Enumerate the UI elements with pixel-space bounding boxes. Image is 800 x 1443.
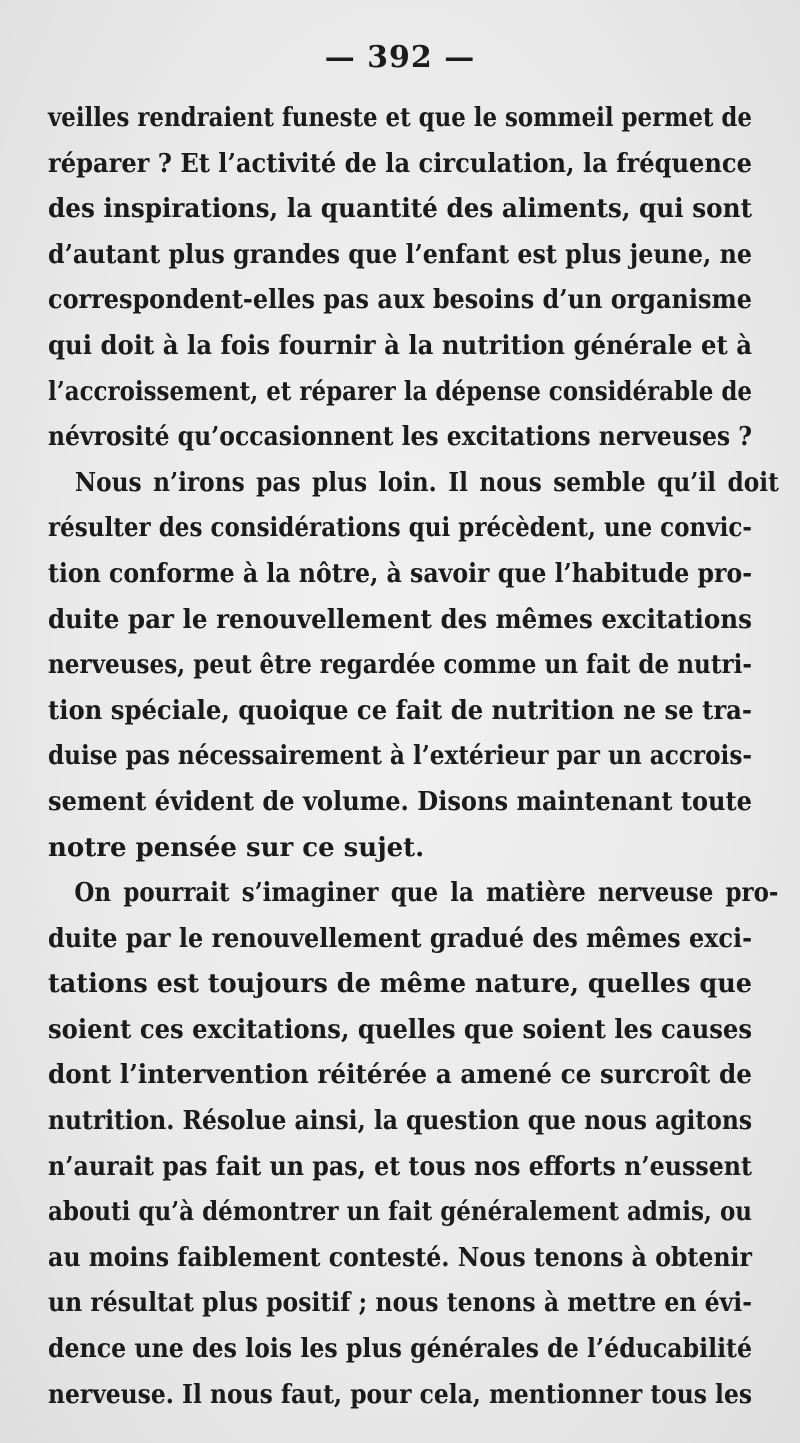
text-line: dont l’intervention réitérée a amené ce surcroît de [48,1060,752,1091]
text-line: n’aurait pas fait un pas, et tous nos efforts n’eussent [48,1151,752,1182]
text-line: duite par le renouvellement gradué des mêmes exci- [48,923,752,954]
text-line: nerveuses, peut être regardée comme un fait de nutri- [48,650,752,681]
text-line: névrosité qu’occasionnent les excitations nerveuses ? [48,422,752,453]
text-line: duite par le renouvellement des mêmes excitations [48,604,752,635]
text-line: Nous n’irons pas plus loin. Il nous semble qu’il doit [74,467,779,498]
text-line: qui doit à la fois fournir à la nutrition générale et à [48,330,752,361]
text-line: l’accroissement, et réparer la dépense considérable de [48,376,752,407]
text-line: nerveuse. Il nous faut, pour cela, mentionner tous les [48,1379,752,1410]
text-line: d’autant plus grandes que l’enfant est plus jeune, ne [48,239,752,270]
text-line: tion spéciale, quoique ce fait de nutrition ne se tra- [48,695,752,726]
text-line: duise pas nécessairement à l’extérieur par un accrois- [48,741,752,772]
text-line: tion conforme à la nôtre, à savoir que l’habitude pro- [48,558,752,589]
text-line: un résultat plus positif ; nous tenons à mettre en évi- [48,1288,752,1319]
page-number: — 392 — [324,40,476,75]
text-line: au moins faiblement contesté. Nous tenons à obtenir [48,1242,752,1273]
text-line: notre pensée sur ce sujet. [48,832,425,863]
text-line: nutrition. Résolue ainsi, la question que nous agitons [48,1106,752,1137]
text-line: sement évident de volume. Disons maintenant toute [48,786,752,817]
text-line: réparer ? Et l’activité de la circulation, la fréquence [48,148,752,179]
text-line: soient ces excitations, quelles que soient les causes [48,1014,752,1045]
text-line: On pourrait s’imaginer que la matière nerveuse pro- [74,878,779,909]
text-line: des inspirations, la quantité des aliments, qui sont [48,194,752,225]
text-line: dence une des lois les plus générales de l’éducabilité [48,1334,752,1365]
text-line: correspondent-elles pas aux besoins d’un organisme [48,285,752,316]
text-line: tations est toujours de même nature, quelles que [48,969,752,1000]
text-line: veilles rendraient funeste et que le sommeil permet de [48,103,752,133]
body-text [48,96,779,1418]
text-line: résulter des considérations qui précèdent, une convic- [48,513,752,544]
text-line: abouti qu’à démontrer un fait généralement admis, ou [48,1197,752,1228]
